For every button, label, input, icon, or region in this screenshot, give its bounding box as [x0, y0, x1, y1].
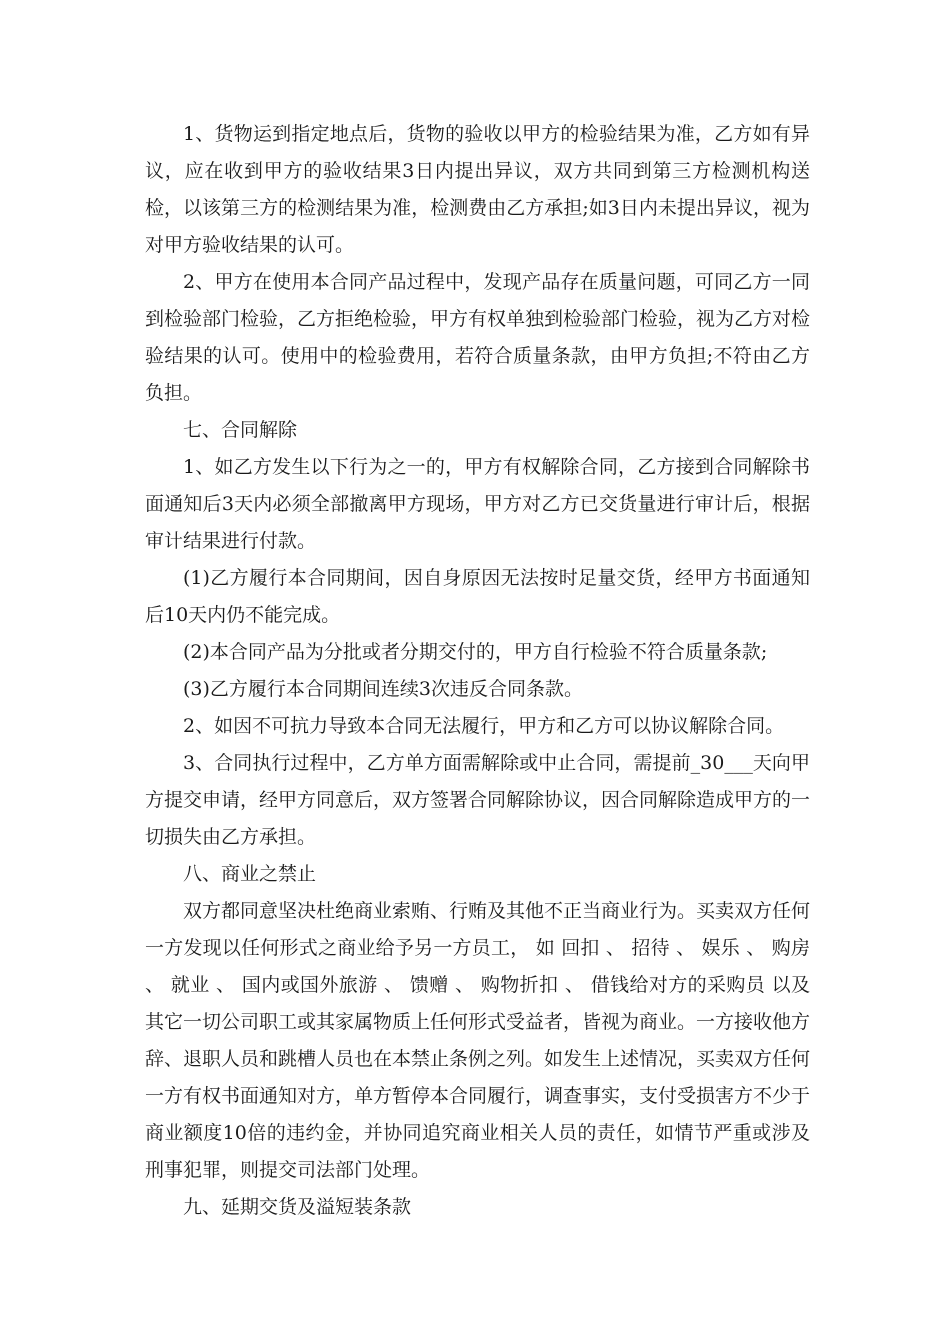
paragraph-condition-3: (3)乙方履行本合同期间连续3次违反合同条款。: [183, 678, 584, 700]
document-body: [145, 116, 810, 1226]
paragraph-termination-conditions: 1、如乙方发生以下行为之一的，甲方有权解除合同，乙方接到合同解除书面通知后3天内必须全部撤离甲方现场，甲方对乙方已交货量进行审计后，根据审计结果进行付款。: [145, 456, 810, 552]
section-heading-contract-termination: 七、合同解除: [183, 419, 298, 441]
section-heading-delivery-delay: 九、延期交货及溢短装条款: [183, 1196, 412, 1218]
paragraph-anti-bribery: 双方都同意坚决杜绝商业索贿、行贿及其他不正当商业行为。买卖双方任何一方发现以任何形式之商业给予另一方员工， 如 回扣 、 招待 、 娱乐 、 购房 、 就业 、 国内或国外旅游 、 馈赠 、 购物折扣 、 借钱给对方的采购员 以及其它一切公司职工或其家属物质上任何形式受益者，皆视为商业。一方接收他方辞、退职人员和跳槽人员也在本禁止条例之列。如发生上述情况，买卖双方任何一方有权书面通知对方，单方暂停本合同履行，调查事实，支付受损害方不少于商业额度10倍的违约金，并协同追究商业相关人员的责任，如情节严重或涉及刑事犯罪，则提交司法部门处理。: [145, 900, 811, 1181]
paragraph-condition-2: (2)本合同产品为分批或者分期交付的，甲方自行检验不符合质量条款;: [183, 641, 768, 663]
paragraph-unilateral-termination: 3、合同执行过程中，乙方单方面需解除或中止合同，需提前_30___天向甲方提交申请，经甲方同意后，双方签署合同解除协议，因合同解除造成甲方的一切损失由乙方承担。: [145, 752, 811, 848]
paragraph-inspection-result: 1、货物运到指定地点后，货物的验收以甲方的检验结果为准，乙方如有异议，应在收到甲方的验收结果3日内提出异议，双方共同到第三方检测机构送检，以该第三方的检测结果为准，检测费由乙方承担;如3日内未提出异议，视为对甲方验收结果的认可。: [145, 123, 810, 256]
paragraph-force-majeure: 2、如因不可抗力导致本合同无法履行，甲方和乙方可以协议解除合同。: [183, 715, 785, 737]
section-heading-commercial-prohibition: 八、商业之禁止: [183, 863, 317, 885]
paragraph-quality-issue: 2、甲方在使用本合同产品过程中，发现产品存在质量问题，可同乙方一同到检验部门检验，乙方拒绝检验，甲方有权单独到检验部门检验，视为乙方对检验结果的认可。使用中的检验费用，若符合质量条款，由甲方负担;不符由乙方负担。: [145, 271, 811, 404]
paragraph-condition-1: (1)乙方履行本合同期间，因自身原因无法按时足量交货，经甲方书面通知后10天内仍不能完成。: [145, 567, 810, 626]
